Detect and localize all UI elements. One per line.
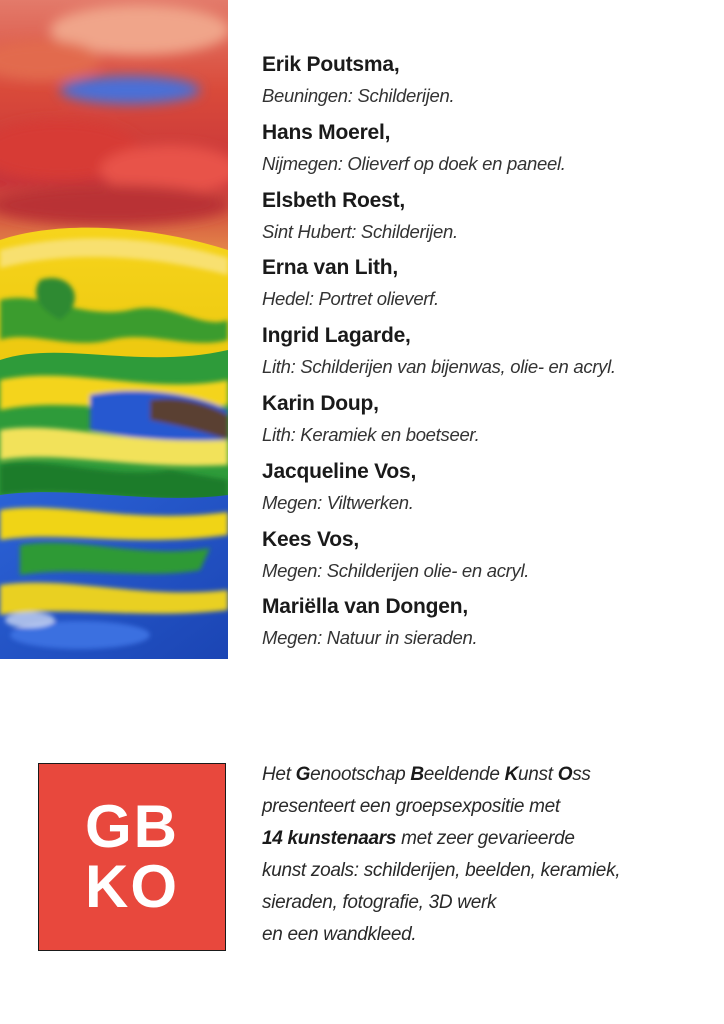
artist-description: Megen: Natuur in sieraden. bbox=[262, 627, 478, 649]
gbko-logo bbox=[38, 763, 226, 951]
artist-entry bbox=[262, 186, 717, 254]
intro-line-6: en een wandkleed. bbox=[262, 924, 417, 945]
artist-name: Kees Vos, bbox=[262, 527, 360, 551]
paint-brush-photo bbox=[0, 0, 228, 659]
intro-initial: K bbox=[504, 764, 518, 785]
artist-name: Elsbeth Roest, bbox=[262, 188, 406, 212]
artist-entry bbox=[262, 321, 717, 389]
artist-name: Ingrid Lagarde, bbox=[262, 324, 411, 348]
intro-text-part: unst bbox=[518, 764, 558, 785]
artist-name: Karin Doup, bbox=[262, 391, 379, 415]
intro-line-3 bbox=[262, 823, 717, 855]
logo-line-2: KO bbox=[85, 853, 179, 920]
intro-initial: O bbox=[557, 764, 573, 785]
intro-line-4: kunst zoals: schilderijen, beelden, keramiek, bbox=[262, 860, 621, 881]
artist-entry bbox=[262, 457, 717, 525]
artist-description: Megen: Viltwerken. bbox=[262, 491, 414, 513]
artist-entry bbox=[262, 50, 717, 118]
intro-text-part: eeldende bbox=[423, 764, 505, 785]
artist-entry bbox=[262, 389, 717, 457]
intro-line-2: presenteert een groepsexpositie met bbox=[262, 796, 560, 817]
artist-description: Hedel: Portret olieverf. bbox=[262, 288, 439, 310]
artist-name: Mariëlla van Dongen, bbox=[262, 595, 469, 619]
artist-description: Lith: Keramiek en boetseer. bbox=[262, 423, 480, 445]
intro-line-1 bbox=[262, 759, 717, 791]
artist-name: Hans Moerel, bbox=[262, 120, 391, 144]
artist-description: Lith: Schilderijen van bijenwas, olie- en acryl. bbox=[262, 356, 616, 378]
artist-description: Sint Hubert: Schilderijen. bbox=[262, 220, 458, 242]
artist-description: Megen: Schilderijen olie- en acryl. bbox=[262, 559, 530, 581]
intro-line-5: sieraden, fotografie, 3D werk bbox=[262, 892, 497, 913]
logo-line-1: GB bbox=[85, 793, 179, 860]
artist-entry bbox=[262, 118, 717, 186]
artist-name: Erik Poutsma, bbox=[262, 53, 400, 76]
intro-initial: G bbox=[295, 764, 311, 785]
intro-text-part: met zeer gevarieerde bbox=[396, 828, 575, 849]
artist-list bbox=[262, 50, 717, 660]
artist-entry bbox=[262, 592, 717, 660]
artist-count: 14 kunstenaars bbox=[262, 828, 397, 849]
intro-initial: B bbox=[410, 764, 424, 785]
intro-text-part: ss bbox=[572, 764, 591, 785]
artist-entry bbox=[262, 525, 717, 593]
intro-text bbox=[262, 759, 717, 951]
artist-name: Jacqueline Vos, bbox=[262, 459, 417, 483]
artist-description: Nijmegen: Olieverf op doek en paneel. bbox=[262, 152, 566, 174]
intro-text-part: Het bbox=[262, 764, 296, 785]
intro-text-part: enootschap bbox=[310, 764, 411, 785]
artist-name: Erna van Lith, bbox=[262, 256, 399, 280]
artist-description: Beuningen: Schilderijen. bbox=[262, 85, 455, 106]
artist-entry bbox=[262, 253, 717, 321]
